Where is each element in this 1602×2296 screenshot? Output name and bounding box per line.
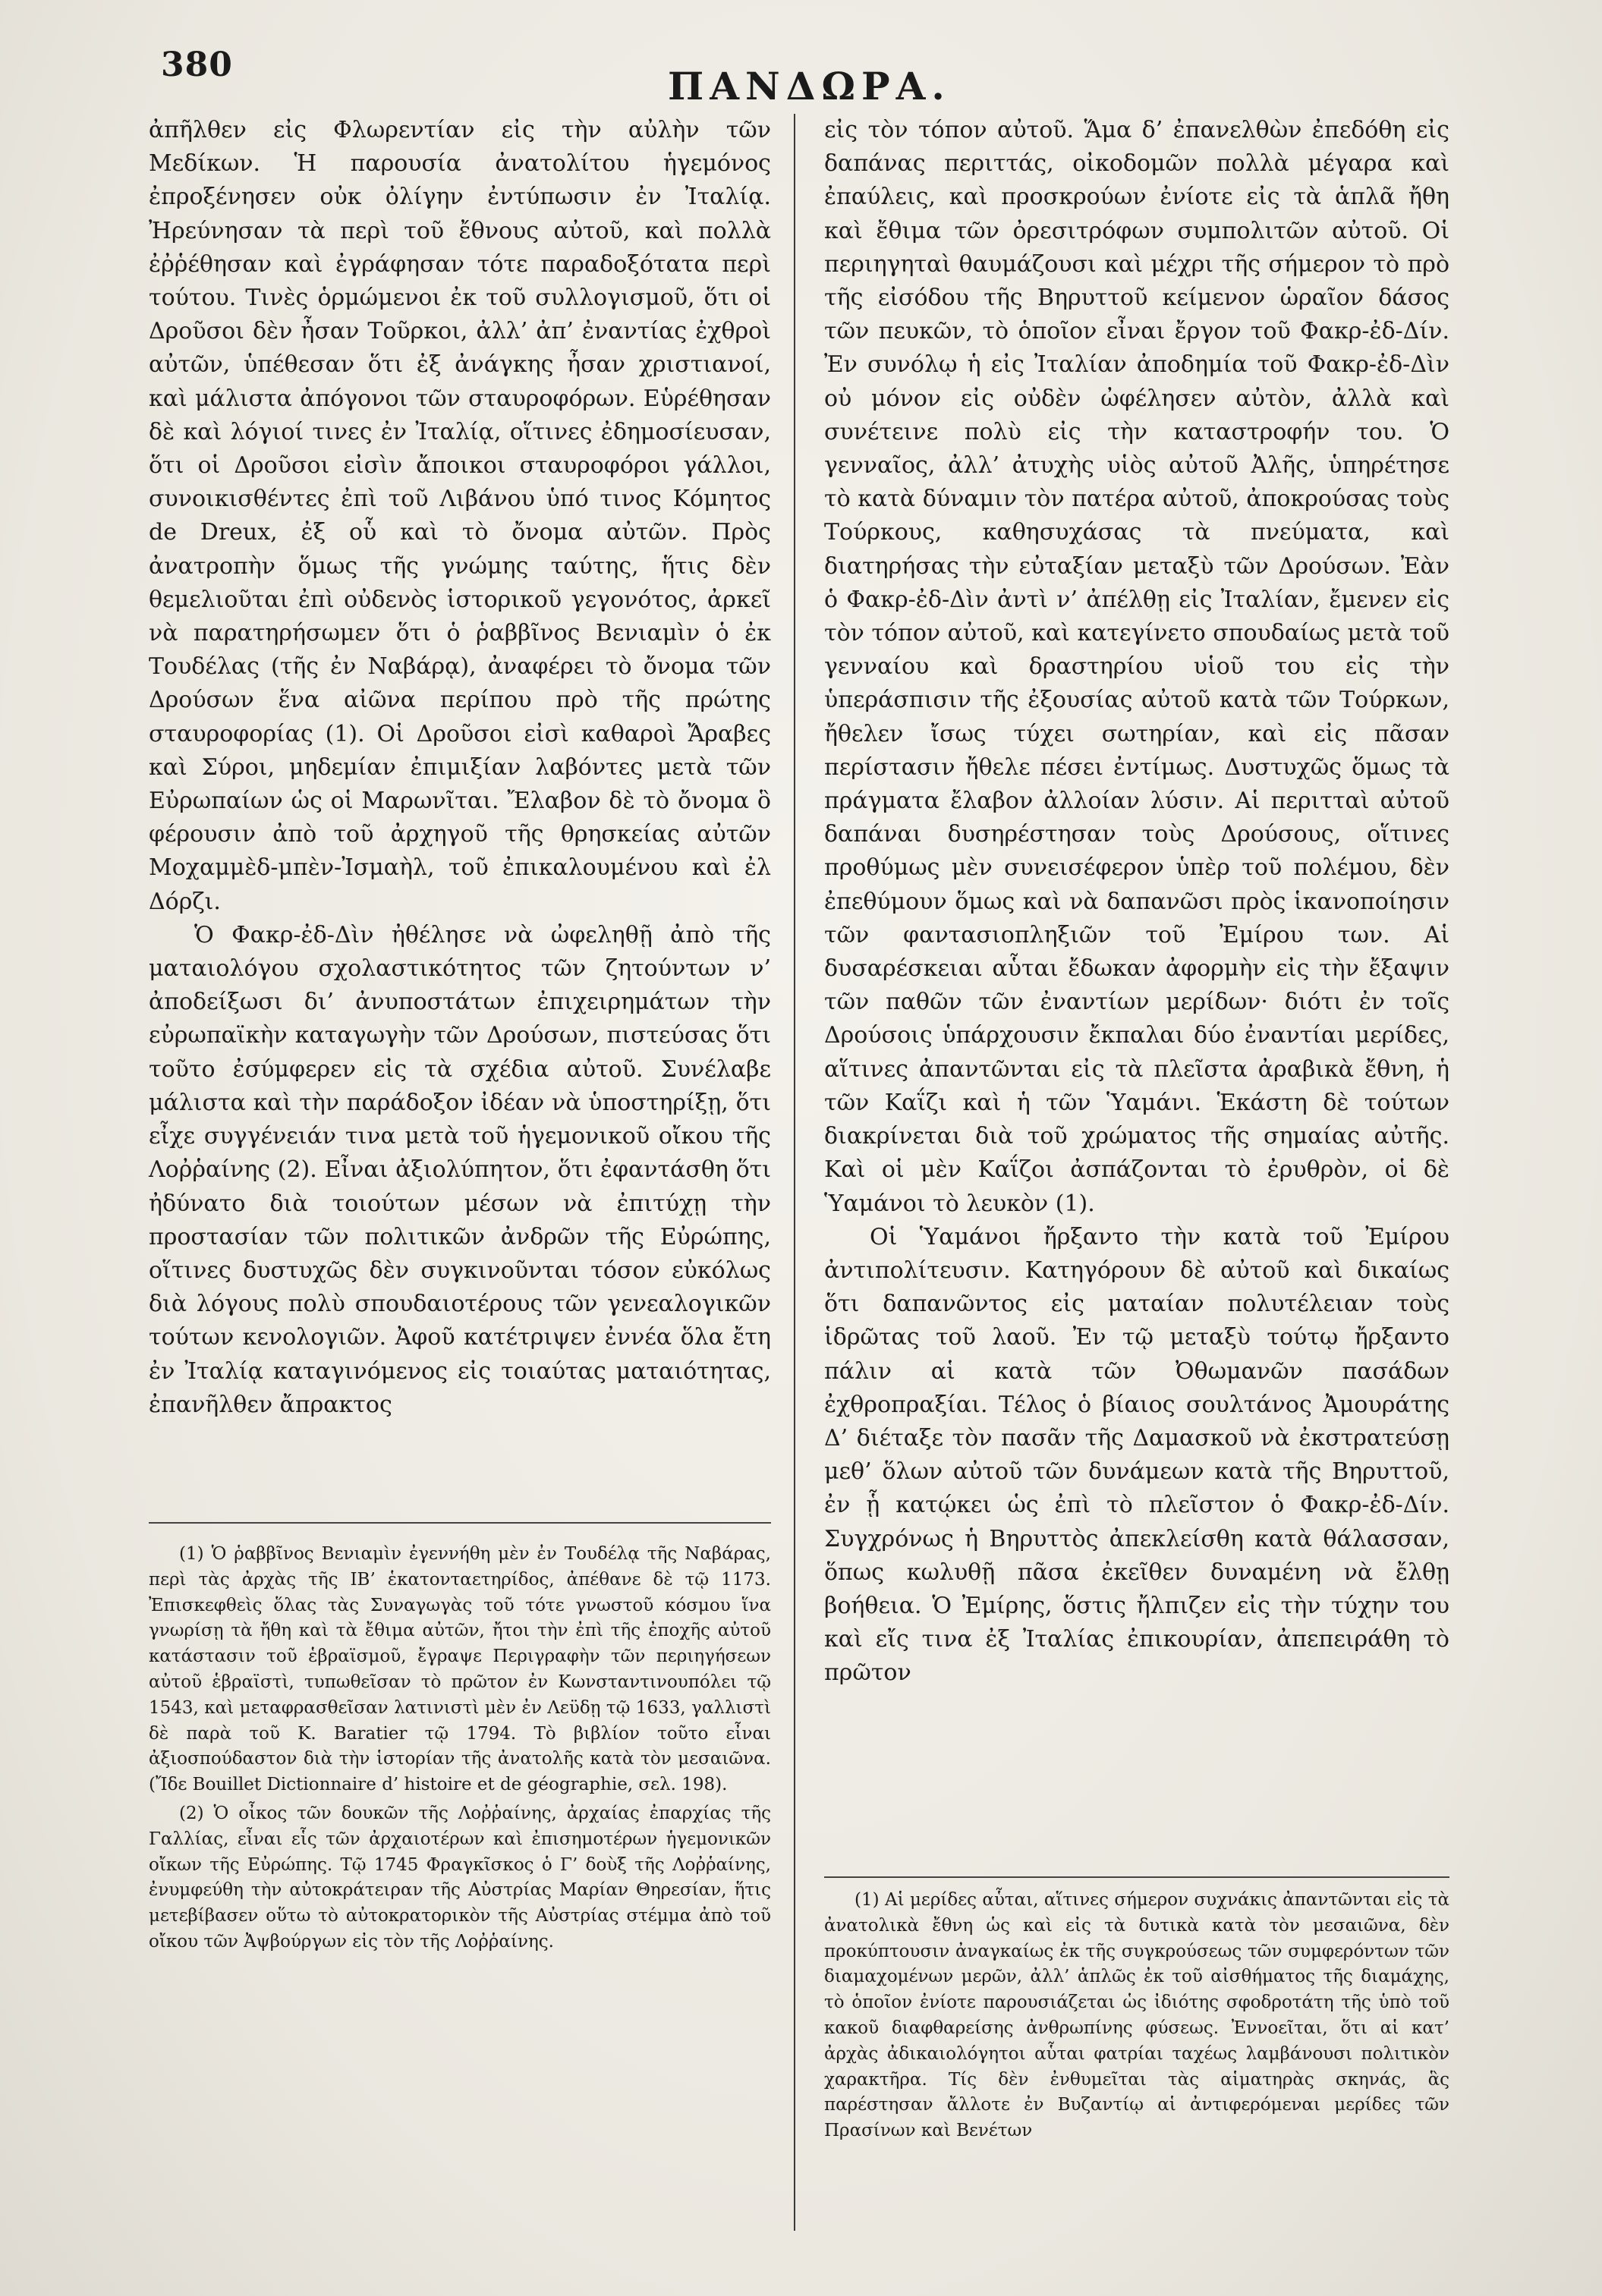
right-column xyxy=(824,114,1449,1691)
column-divider xyxy=(794,114,795,2231)
left-paragraph-2: Ὁ Φακρ-ἐδ-Δὶν ἠθέλησε νὰ ὠφεληθῇ ἀπὸ τῆς ματαιολόγου σχολαστικότητος τῶν ζητούντων ν’ ἀποδείξωσι δι’ ἀνυποστάτων ἐπιχειρημάτων τὴν εὐρωπαϊκὴν καταγωγὴν τῶν Δρούσων, πιστεύσας ὅτι τοῦτο ἐσύμφερεν εἰς τὰ σχέδια αὐτοῦ. Συνέλαβε μάλιστα καὶ τὴν παράδοξον ἰδέαν νὰ ὑποστηρίξῃ, ὅτι εἶχε συγγένειάν τινα μετὰ τοῦ ἡγεμονικοῦ οἴκου τῆς Λοῤῥαίνης (2). Εἶναι ἀξιολύπητον, ὅτι ἐφαντάσθη ὅτι ἠδύνατο διὰ τοιούτων μέσων νὰ ἐπιτύχῃ τὴν προστασίαν τῶν πολιτικῶν ἀνδρῶν τῆς Εὐρώπης, οἵτινες δυστυχῶς δὲν συγκινοῦνται τόσον εὐκόλως διὰ λόγους πολὺ σπουδαιοτέρους τῶν γενεαλογικῶν τούτων κενολογιῶν. Ἀφοῦ κατέτριψεν ἐννέα ὅλα ἔτη ἐν Ἰταλίᾳ καταγινόμενος εἰς τοιαύτας ματαιότητας, ἐπανῆλθεν ἄπρακτος xyxy=(149,921,771,1418)
footnotes-left xyxy=(149,1542,771,1958)
footnote-left-1: (1) Ὁ ῥαββῖνος Βενιαμὶν ἐγεννήθη μὲν ἐν Τουδέλᾳ τῆς Ναβάρας, περὶ τὰς ἀρχὰς τῆς ΙΒ’ ἑκατονταετηρίδος, ἀπέθανε δὲ τῷ 1173. Ἐπισκεφθεὶς ὅλας τὰς Συναγωγὰς τοῦ τότε γνωστοῦ κόσμου ἵνα γνωρίσῃ τὰ ἤθη καὶ τὰ ἔθιμα αὐτῶν, ἤτοι τὴν ἐπὶ τῆς ἐποχῆς αὐτοῦ κατάστασιν τοῦ ἑβραϊσμοῦ, ἔγραψε Περιγραφὴν τῶν περιηγήσεων αὐτοῦ ἑβραϊστὶ, τυπωθεῖσαν τὸ πρῶτον ἐν Κωνσταντινουπόλει τῷ 1543, καὶ μεταφρασθεῖσαν λατινιστὶ μὲν ἐν Λεϋδῃ τῷ 1633, γαλλιστὶ δὲ παρὰ τοῦ Κ. Baratier τῷ 1794. Τὸ βιβλίον τοῦτο εἶναι ἀξιοσπούδαστον διὰ τὴν ἱστορίαν τῆς ἀνατολῆς κατὰ τὸν μεσαιῶνα. (Ἴδε Bouillet Dictionnaire d’ histoire et de géographie, σελ. 198). xyxy=(149,1544,771,1795)
page-number: 380 xyxy=(161,46,233,84)
running-title: ΠΑΝΔΩΡΑ. xyxy=(668,64,951,109)
footnote-rule-left xyxy=(149,1522,771,1524)
left-paragraph-1: ἀπῆλθεν εἰς Φλωρεντίαν εἰς τὴν αὐλὴν τῶν Μεδίκων. Ἡ παρουσία ἀνατολίτου ἡγεμόνος ἐπροξένησεν οὐκ ὀλίγην ἐντύπωσιν ἐν Ἰταλίᾳ. Ἠρεύνησαν τὰ περὶ τοῦ ἔθνους αὐτοῦ, καὶ πολλὰ ἐῤῥέθησαν καὶ ἐγράφησαν τότε παραδοξότατα περὶ τούτου. Τινὲς ὁρμώμενοι ἐκ τοῦ συλλογισμοῦ, ὅτι οἱ Δροῦσοι δὲν ἦσαν Τοῦρκοι, ἀλλ’ ἀπ’ ἐναντίας ἐχθροὶ αὐτῶν, ὑπέθεσαν ὅτι ἐξ ἀνάγκης ἦσαν χριστιανοί, καὶ μάλιστα ἀπόγονοι τῶν σταυροφόρων. Εὑρέθησαν δὲ καὶ λόγιοί τινες ἐν Ἰταλίᾳ, οἵτινες ἐδημοσίευσαν, ὅτι οἱ Δροῦσοι εἰσὶν ἄποικοι σταυροφόροι γάλλοι, συνοικισθέντες ἐπὶ τοῦ Λιβάνου ὑπό τινος Κόμητος de Dreux, ἐξ οὗ καὶ τὸ ὄνομα αὐτῶν. Πρὸς ἀνατροπὴν ὅμως τῆς γνώμης ταύτης, ἥτις δὲν θεμελιοῦται ἐπὶ οὐδενὸς ἱστορικοῦ γεγονότος, ἀρκεῖ νὰ παρατηρήσωμεν ὅτι ὁ ῥαββῖνος Βενιαμὶν ὁ ἐκ Τουδέλας (τῆς ἐν Ναβάρᾳ), ἀναφέρει τὸ ὄνομα τῶν Δρούσων ἕνα αἰῶνα περίπου πρὸ τῆς πρώτης σταυροφορίας (1). Οἱ Δροῦσοι εἰσὶ καθαροὶ Ἄραβες καὶ Σύροι, μηδεμίαν ἐπιμιξίαν λαβόντες μετὰ τῶν Εὐρωπαίων ὡς οἱ Μαρωνῖται. Ἔλαβον δὲ τὸ ὄνομα ὃ φέρουσιν ἀπὸ τοῦ ἀρχηγοῦ τῆς θρησκείας αὐτῶν Μοχαμμὲδ-μπὲν-Ἰσμαὴλ, τοῦ ἐπικαλουμένου καὶ ἐλ Δόρζι. xyxy=(149,117,771,915)
left-column xyxy=(149,114,771,1422)
right-paragraph-2: Οἱ Ὑαμάνοι ἤρξαντο τὴν κατὰ τοῦ Ἐμίρου ἀντιπολίτευσιν. Κατηγόρουν δὲ αὐτοῦ καὶ δικαίως ὅτι δαπανῶντος εἰς ματαίαν πολυτέλειαν τοὺς ἱδρῶτας τοῦ λαοῦ. Ἐν τῷ μεταξὺ τούτῳ ἤρξαντο πάλιν αἱ κατὰ τῶν Ὀθωμανῶν πασάδων ἐχθροπραξίαι. Τέλος ὁ βίαιος σουλτάνος Ἀμουράτης Δ’ διέταξε τὸν πασᾶν τῆς Δαμασκοῦ νὰ ἐκστρατεύσῃ μεθ’ ὅλων αὐτοῦ τῶν δυνάμεων κατὰ τῆς Βηρυττοῦ, ἐν ᾗ κατῴκει ὡς ἐπὶ τὸ πλεῖστον ὁ Φακρ-ἐδ-Δίν. Συγχρόνως ἡ Βηρυττὸς ἀπεκλείσθη κατὰ θάλασσαν, ὅπως κωλυθῇ πᾶσα ἐκεῖθεν δυναμένη νὰ ἔλθῃ βοήθεια. Ὁ Ἐμίρης, ὅστις ἤλπιζεν εἰς τὴν τύχην του καὶ εἴς τινα ἐξ Ἰταλίας ἐπικουρίαν, ἀπεπειράθη τὸ πρῶτον xyxy=(824,1223,1449,1687)
right-paragraph-1: εἰς τὸν τόπον αὐτοῦ. Ἅμα δ’ ἐπανελθὼν ἐπεδόθη εἰς δαπάνας περιττάς, οἰκοδομῶν πολλὰ μέγαρα καὶ ἐπαύλεις, καὶ προσκρούων ἐνίοτε εἰς τὰ ἁπλᾶ ἤθη καὶ ἔθιμα τῶν ὀρεσιτρόφων συμπολιτῶν αὐτοῦ. Οἱ περιηγηταὶ θαυμάζουσι καὶ μέχρι τῆς σήμερον τὸ πρὸ τῆς εἰσόδου τῆς Βηρυττοῦ κείμενον ὡραῖον δάσος τῶν πευκῶν, τὸ ὁποῖον εἶναι ἔργον τοῦ Φακρ-ἐδ-Δίν. Ἐν συνόλῳ ἡ εἰς Ἰταλίαν ἀποδημία τοῦ Φακρ-ἐδ-Δὶν οὐ μόνον εἰς οὐδὲν ὠφέλησεν αὐτὸν, ἀλλὰ καὶ συνέτεινε πολὺ εἰς τὴν καταστροφήν του. Ὁ γενναῖος, ἀλλ’ ἀτυχὴς υἱὸς αὐτοῦ Ἀλῆς, ὑπηρέτησε τὸ κατὰ δύναμιν τὸν πατέρα αὐτοῦ, ἀποκρούσας τοὺς Τούρκους, καθησυχάσας τὰ πνεύματα, καὶ διατηρήσας τὴν εὐταξίαν μεταξὺ τῶν Δρούσων. Ἐὰν ὁ Φακρ-ἐδ-Δὶν ἀντὶ ν’ ἀπέλθῃ εἰς Ἰταλίαν, ἔμενεν εἰς τὸν τόπον αὐτοῦ, καὶ κατεγίνετο σπουδαίως μετὰ τοῦ γενναίου καὶ δραστηρίου υἱοῦ του εἰς τὴν ὑπεράσπισιν τῆς ἐξουσίας αὐτοῦ κατὰ τῶν Τούρκων, ἤθελεν ἴσως τύχει σωτηρίαν, καὶ εἰς πᾶσαν περίστασιν ἤθελε πέσει ἐντίμως. Δυστυχῶς ὅμως τὰ πράγματα ἔλαβον ἀλλοίαν λύσιν. Αἱ περιτταὶ αὐτοῦ δαπάναι δυσηρέστησαν τοὺς Δρούσους, οἵτινες προθύμως μὲν συνεισέφερον ὑπὲρ τοῦ πολέμου, δὲν ἐπεθύμουν ὅμως καὶ νὰ δαπανῶσι πρὸς ἱκανοποίησιν τῶν φαντασιοπληξιῶν τοῦ Ἐμίρου των. Αἱ δυσαρέσκειαι αὗται ἔδωκαν ἀφορμὴν εἰς τὴν ἔξαψιν τῶν παθῶν τῶν ἐναντίων μερίδων· διότι ἐν τοῖς Δρούσοις ὑπάρχουσιν ἔκπαλαι δύο ἐναντίαι μερίδες, αἵτινες ἀπαντῶνται εἰς τὰ πλεῖστα ἀραβικὰ ἔθνη, ἡ τῶν Καΐζι καὶ ἡ τῶν Ὑαμάνι. Ἑκάστη δὲ τούτων διακρίνεται διὰ τοῦ χρώματος τῆς σημαίας αὐτῆς. Καὶ οἱ μὲν Καΐζοι ἀσπάζονται τὸ ἐρυθρὸν, οἱ δὲ Ὑαμάνοι τὸ λευκὸν (1). xyxy=(824,117,1449,1217)
footnote-rule-right xyxy=(824,1876,1449,1878)
footnote-left-2: (2) Ὁ οἶκος τῶν δουκῶν τῆς Λοῤῥαίνης, ἀρχαίας ἐπαρχίας τῆς Γαλλίας, εἶναι εἷς τῶν ἀρχαιοτέρων καὶ ἐπισημοτέρων ἡγεμονικῶν οἴκων τῆς Εὐρώπης. Τῷ 1745 Φραγκῖσκος ὁ Γ’ δοὺξ τῆς Λοῤῥαίνης, ἐνυμφεύθη τὴν αὐτοκράτειραν τῆς Αὐστρίας Μαρίαν Θηρεσίαν, ἥτις μετεβίβασεν οὕτω τὸ αὐτοκρατορικὸν τῆς Αὐστρίας στέμμα ἀπὸ τοῦ οἴκου τῶν Ἀψβούργων εἰς τὸν τῆς Λοῤῥαίνης. xyxy=(149,1803,771,1952)
footnote-right-1: (1) Αἱ μερίδες αὗται, αἵτινες σήμερον συχνάκις ἀπαντῶνται εἰς τὰ ἀνατολικὰ ἔθνη ὡς καὶ εἰς τὰ δυτικὰ κατὰ τὸν μεσαιῶνα, δὲν προκύπτουσιν ἀναγκαίως ἐκ τῆς συγκρούσεως τῶν συμφερόντων τῶν διαμαχομένων μερῶν, ἀλλ’ ἁπλῶς ἐκ τοῦ αἰσθήματος τῆς διαμάχης, τὸ ὁποῖον ἐνίοτε παρουσιάζεται ὡς ἰδιότης σφοδροτάτη τῆς ὑπὸ τοῦ κακοῦ διαφθαρείσης ἀνθρωπίνης φύσεως. Ἐννοεῖται, ὅτι αἱ κατ’ ἀρχὰς ἀδικαιολόγητοι αὗται φατρίαι ταχέως λαμβάνουσι πολιτικὸν χαρακτῆρα. Τίς δὲν ἐνθυμεῖται τὰς αἱματηρὰς σκηνάς, ἃς παρέστησαν ἄλλοτε ἐν Βυζαντίῳ αἱ ἀντιφερόμεναι μερίδες τῶν Πρασίνων καὶ Βενέτων xyxy=(824,1890,1449,2141)
footnotes-right xyxy=(824,1888,1449,2147)
